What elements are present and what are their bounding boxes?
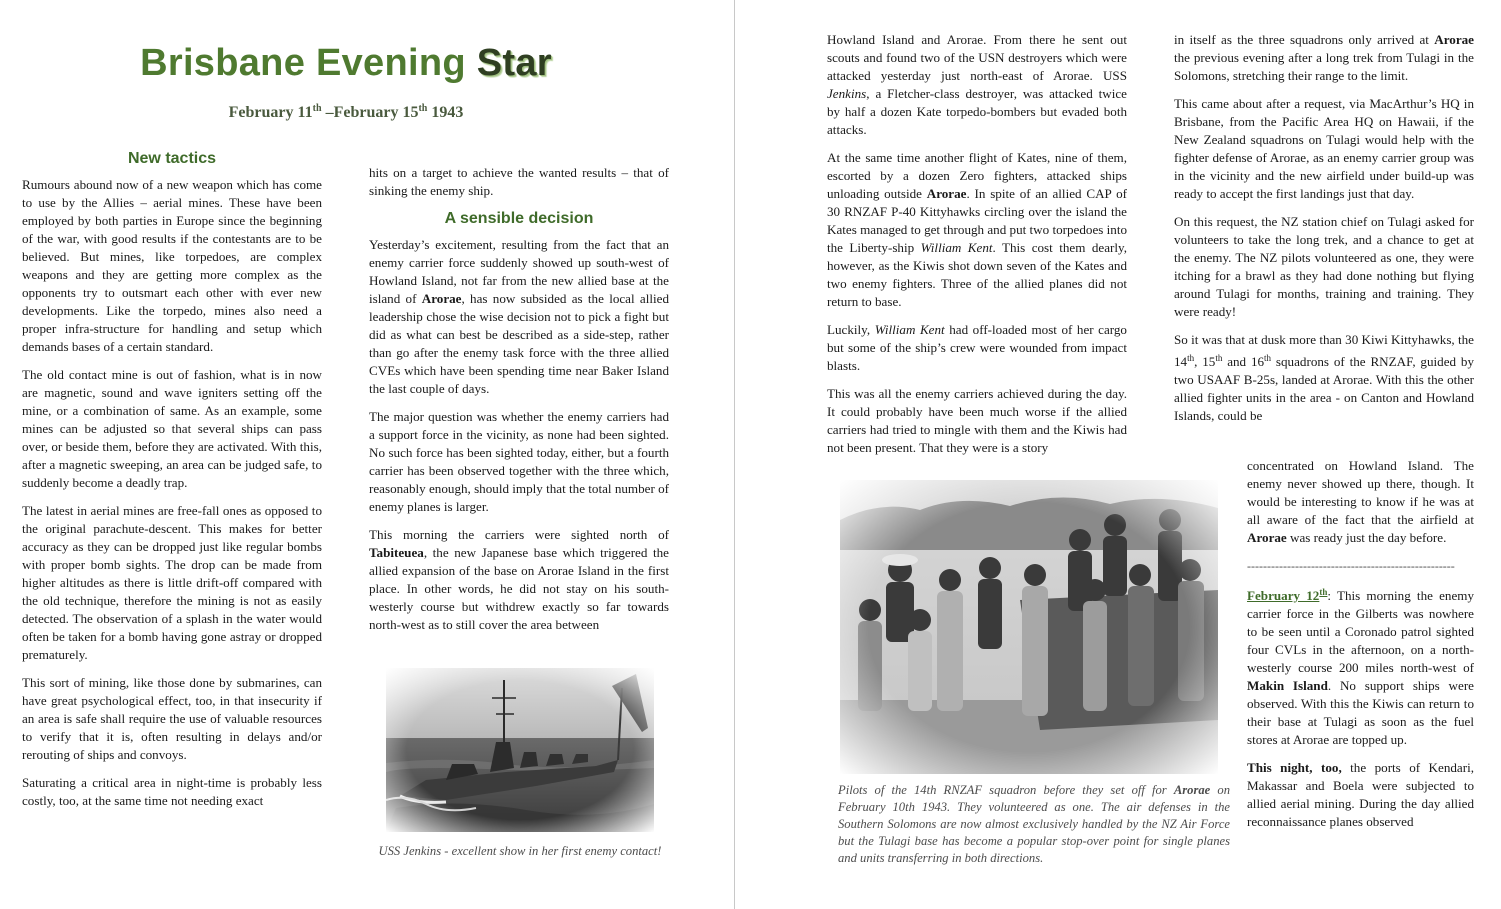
paragraph: hits on a target to achieve the wanted results – that of sinking the enemy ship. bbox=[369, 165, 669, 198]
paragraph: Howland Island and Arorae. From there he sent out scouts and found two of the USN destroyers which were attacked yesterday just north-east of Arorae. USS Jenkins, a Fletcher-class destroyer, was attacked twice by half a dozen Kate torpedo-bombers but evaded both attacks. bbox=[827, 32, 1127, 137]
paragraph: in itself as the three squadrons only arrived at Arorae the previous evening after a long trek from Tulagi in the Solomons, stretching their range to the limit. bbox=[1174, 32, 1474, 83]
date-subheading: February 12 bbox=[1247, 588, 1320, 603]
newspaper-masthead bbox=[22, 42, 670, 85]
paragraph: Saturating a critical area in night-time is probably less costly, too, at the same time not needing exact bbox=[22, 775, 322, 808]
destroyer-caption: USS Jenkins - excellent show in her first enemy contact! bbox=[378, 844, 662, 858]
paragraph: So it was that at dusk more than 30 Kiwi Kittyhawks, the 14th, 15th and 16th squadrons of the RNZAF, guided by two USAAF B-25s, landed at Arorae. With this the other allied fighter units in the area - on Canton and Howland Islands, could be bbox=[1174, 332, 1475, 423]
paragraph: Yesterday’s excitement, resulting from the fact that an enemy carrier force suddenly showed up south-west of Howland Island, not far from the new allied base at the island of Arorae, has now subsided as the local allied leadership chose the wise decision not to pick a fight but did as what can best be described as a side-step, rather than go after the enemy task force with the three allied CVEs which have been spending time near Baker Island the last couple of days. bbox=[369, 237, 670, 396]
pilots-photo bbox=[840, 480, 1218, 774]
paragraph: The old contact mine is out of fashion, what is in now are magnetic, sound and wave igniters setting off the mine, or a combination of same. As an example, some mines can be adjusted so that several ships can pass over, or beside them, before they are activated. With this, after a magnetic sweeping, an area can be judged safe, to suddenly become a deadly trap. bbox=[22, 367, 322, 490]
pilots-caption: Pilots of the 14th RNZAF squadron before they set off for Arorae on February 10th 1943. They volunteered as one. The air defenses in the Southern Solomons are now almost exclusively handled by the NZ Air Force but the Tulagi base has become a popular stop-over point for single planes and units transferring in both directions. bbox=[838, 783, 1230, 865]
destroyer-photo bbox=[386, 668, 654, 832]
paragraph: This morning the carriers were sighted north of Tabiteuea, the new Japanese base which triggered the allied expansion of the base on Arorae Island in the first place. In other words, he did not stay on his south-westerly course but withdrew exactly so far towards north-west as to still cover the area between bbox=[369, 527, 669, 632]
paragraph: Rumours abound now of a new weapon which has come to use by the Allies – aerial mines. These have been employed by both parties in Europe since the beginning of the war, with good results if the contestants are to be believed. But mines, like torpedoes, are complex weapons and they are getting more complex as the opponents try to outsmart each other with ever new developments. Like the torpedo, mines also need a proper infra-structure for handling and setup which demands bases of a certain standard. bbox=[22, 177, 322, 354]
paragraph: The latest in aerial mines are free-fall ones as opposed to the original parachute-descent. This makes for better accuracy as they can be dropped just like regular bombs with proper bomb sights. The drop can be made from higher altitudes as there is little drift-off compared with the old technique, therefore the mining is not as easily detected. The observation of a splash in the water would often be taken for a bomb having gone astray or dropped prematurely. bbox=[22, 503, 322, 662]
paragraph: This sort of mining, like those done by submarines, can have great psychological effect, too, in that insecurity if an area is safe shall require the use of valuable resources to verify that it is, often resulting in delays and/or rerouting of ships and convoys. bbox=[22, 675, 322, 762]
paragraph: On this request, the NZ station chief on Tulagi asked for volunteers to take the long trek, and a chance to get at the enemy. The NZ pilots volunteered as one, they were itching for a brawl as they had done nothing but flying around Tulagi for months, training and training. They were ready! bbox=[1174, 214, 1474, 319]
article-column-4 bbox=[1174, 31, 1474, 425]
paragraph: The major question was whether the enemy carriers had a support force in the vicinity, as none had been sighted. No such force has been sighted today, either, but a fourth carrier has been observed together with the three which, reasonably enough, should imply that the total number of enemy planes is larger. bbox=[369, 409, 670, 514]
article-sensible-decision bbox=[369, 164, 669, 644]
page-divider bbox=[734, 0, 735, 909]
article-heading: New tactics bbox=[127, 150, 217, 167]
paragraph: concentrated on Howland Island. The enemy never showed up there, though. It would be interesting to know if he was at all aware of the fact that the airfield at Arorae was ready just the day before. bbox=[1247, 458, 1474, 545]
article-column-4-narrow bbox=[1247, 457, 1474, 841]
paragraph: This was all the enemy carriers achieved during the day. It could probably have been much worse if the allied carriers had tried to mingle with them and the Kiwis had not been present. That they were is a story bbox=[827, 386, 1127, 455]
masthead-title: Brisbane Evening bbox=[140, 42, 466, 84]
article-heading: A sensible decision bbox=[444, 210, 594, 227]
article-column-3 bbox=[827, 31, 1127, 467]
masthead-star: Star bbox=[476, 42, 552, 84]
section-divider: ---------------------------------------------------- bbox=[1247, 559, 1455, 573]
issue-dateline: February 11th –February 15th 1943 bbox=[228, 103, 464, 121]
paragraph: February 12th: This morning the enemy carrier force in the Gilberts was nowhere to be seen until a Coronado patrol sighted four CVLs in the afternoon, on a north-westerly course 200 miles north-west of Makin Island. No support ships were observed. With this the Kiwis can return to their base at Tulagi as soon as the fuel stores at Arorae are topped up. bbox=[1247, 587, 1474, 747]
paragraph: At the same time another flight of Kates, nine of them, escorted by a dozen Zero fighters, attacked ships unloading outside Arorae. In spite of an allied CAP of 30 RNZAF P-40 Kittyhawks circling over the island the Kates managed to get through and put two torpedoes into the Liberty-ship William Kent. This cost them dearly, however, as the Kiwis shot down seven of the Kates and two enemy fighters. Three of the allied planes did not return to base. bbox=[827, 150, 1127, 309]
article-new-tactics bbox=[22, 150, 322, 820]
paragraph: Luckily, William Kent had off-loaded most of her cargo but some of the ship’s crew were wounded from impact blasts. bbox=[827, 322, 1127, 373]
paragraph: This came about after a request, via MacArthur’s HQ in Brisbane, from the Pacific Area HQ on Hawaii, if the New Zealand squadrons on Tulagi would help with the fighter defense of Arorae, as an enemy carrier group was in the vicinity and the new airfield under build-up was ready to accept the first landings just that day. bbox=[1174, 96, 1474, 201]
paragraph: This night, too, the ports of Kendari, Makassar and Boela were subjected to allied aerial mining. During the day allied reconnaissance planes observed bbox=[1247, 760, 1474, 829]
